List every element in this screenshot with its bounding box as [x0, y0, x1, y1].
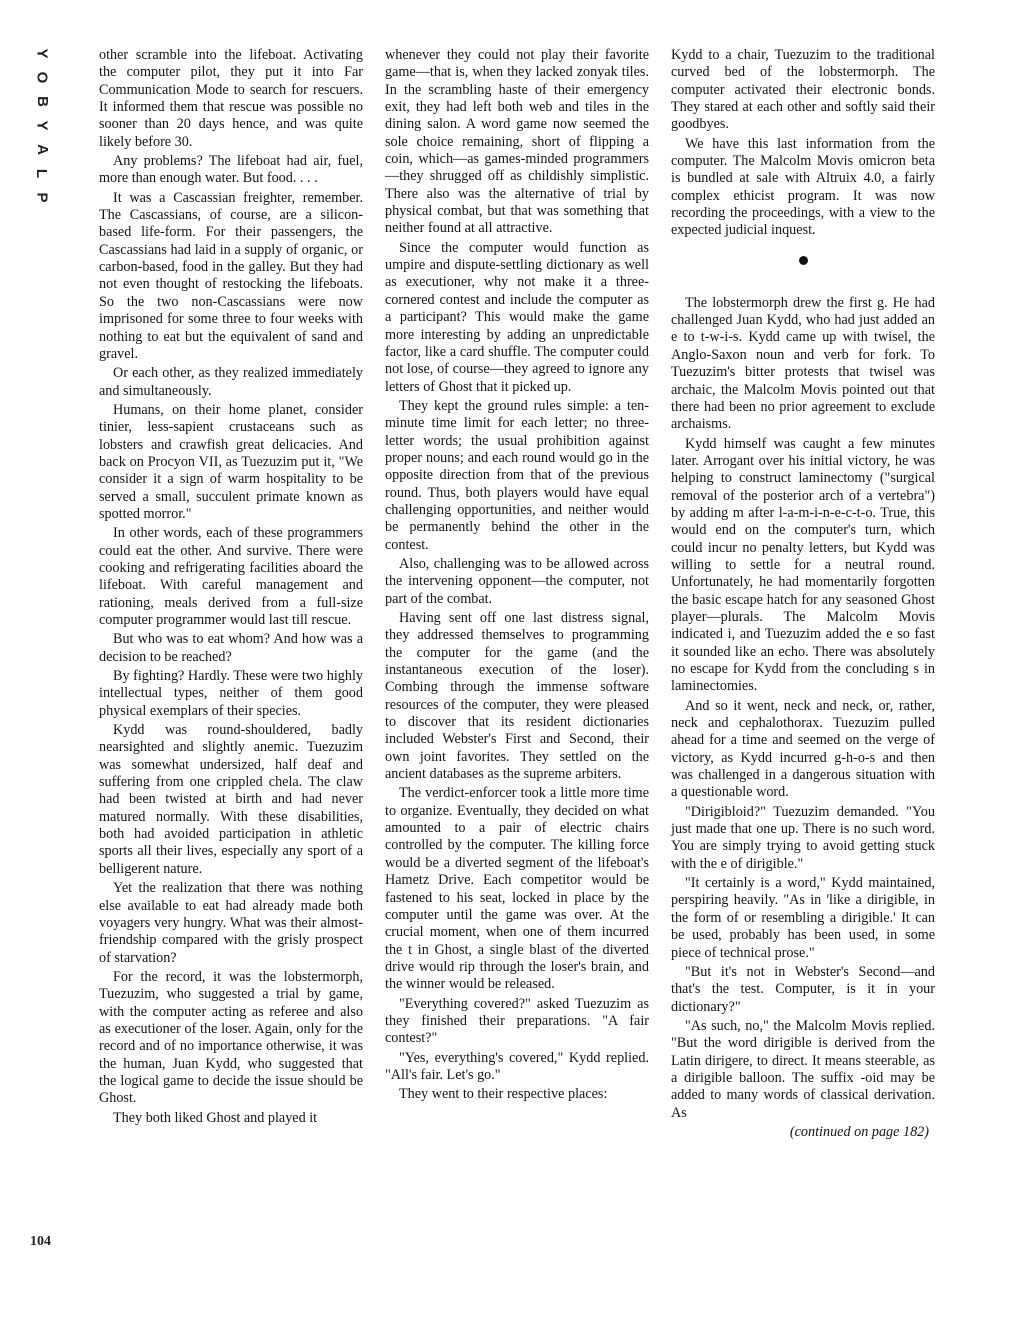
paragraph: Kydd to a chair, Tuezuzim to the traditional curved bed of the lobstermorph. The computer activated their electronic bonds. They stared at each other and softly said their goodbyes.	[671, 47, 935, 133]
paragraph: Since the computer would function as umpire and dispute-settling dictionary as well as executioner, why not make it a three-cornered contest and include the computer as a participant? This would make the game more interesting by adding an unpredictable factor, like a card shuffle. The computer could not lose, of course—they agreed to ignore any letters of Ghost that it picked up.	[385, 239, 649, 395]
paragraph: other scramble into the lifeboat. Activating the computer pilot, they put it into Far Communication Mode to search for rescuers. It informed them that rescue was possible no sooner than 20 days hence, and was quite likely before 30.	[99, 47, 363, 150]
paragraph: "But it's not in Webster's Second—and that's the test. Computer, is it in your dictionary?"	[671, 963, 935, 1015]
masthead-letter: A	[33, 144, 51, 155]
paragraph: "Yes, everything's covered," Kydd replied. "All's fair. Let's go."	[385, 1049, 649, 1083]
paragraph: Yet the realization that there was nothing else available to eat had already made both voyagers very hungry. What was their almost-friendship compared with the grisly prospect of starvation?	[99, 880, 363, 966]
masthead-letter: L	[33, 168, 51, 179]
paragraph: The lobstermorph drew the first g. He had challenged Juan Kydd, who had just added an e to t-w-i-s. Kydd came up with twisel, the Anglo-Saxon noun and verb for fork. To Tuezuzim's bitter protests that twisel was archaic, the Malcolm Movis pointed out that there had been no prior agreement to exclude archaisms.	[671, 294, 935, 433]
paragraph: Any problems? The lifeboat had air, fuel, more than enough water. But food. . . .	[99, 153, 363, 187]
paragraph: "As such, no," the Malcolm Movis replied. "But the word dirigible is derived from the Latin dirigere, to direct. It means steerable, as a dirigible balloon. The suffix -oid may be added to many words of classical derivation. As	[671, 1017, 935, 1121]
paragraph: But who was to eat whom? And how was a decision to be reached?	[99, 631, 363, 665]
paragraph: Also, challenging was to be allowed across the intervening opponent—the computer, not part of the combat.	[385, 555, 649, 607]
column-1	[99, 47, 363, 1129]
paragraph: We have this last information from the computer. The Malcolm Movis omicron beta is bundled at sale with Altruix 4.0, a fairly complex ethicist program. It was now recording the proceedings, with a view to the expected judicial inquest.	[671, 135, 935, 239]
paragraph: And so it went, neck and neck, or, rather, neck and cephalothorax. Tuezuzim pulled ahead for a time and seemed on the verge of victory, as Kydd incurred g-h-o-s and then was challenged in a dangerous situation with a questionable word.	[671, 697, 935, 801]
paragraph: They went to their respective places:	[399, 1086, 608, 1103]
paragraph: "It certainly is a word," Kydd maintained, perspiring heavily. "As in 'like a dirigible, in the form of or resembling a dirigible.' It can be used, probably has been used, in some piece of technical prose."	[671, 875, 935, 961]
paragraph: Kydd was round-shouldered, badly nearsighted and slightly anemic. Tuezuzim was somewhat undersized, half deaf and suffering from one crippled chela. The claw had been twisted at birth and had never matured normally. With these disabilities, both had avoided participation in athletic sports all their lives, especially any sport of a belligerent nature.	[99, 722, 363, 877]
paragraph: In other words, each of these programmers could eat the other. And survive. There were cooking and refrigerating facilities aboard the lifeboat. With careful management and rationing, meals derived from a full-size computer programmer would last till rescue.	[99, 525, 363, 628]
paragraph: "Everything covered?" asked Tuezuzim as they finished their preparations. "A fair contest?"	[385, 995, 649, 1047]
page-number: 104	[30, 1234, 51, 1249]
paragraph: Humans, on their home planet, consider tinier, less-sapient crustaceans such as lobsters and crawfish great delicacies. And back on Procyon VII, as Tuezuzim put it, "We consider it a sign of warm hospitality to be served a small, succulent primate known as spotted morror."	[99, 401, 363, 522]
continued-note: (continued on page 182)	[789, 1123, 929, 1140]
paragraph: The verdict-enforcer took a little more time to organize. Eventually, they decided on what amounted to a pair of electric chairs controlled by the computer. The killing force would be a diverted segment of the lifeboat's Hametz Drive. Each competitor would be fastened to his seat, locked in place by the computer until the game was over. At the crucial moment, when one of them incurred the t in Ghost, a single blast of the diverted drive would rip through the loser's brain, and the winner would be released.	[385, 785, 649, 993]
paragraph: Having sent off one last distress signal, they addressed themselves to programming the computer for the game (and the instantaneous execution of the loser). Combing through the immense software resources of the computer, they were pleased to discover that its resident dictionaries included Webster's First and Second, their own joint favorites. They settled on the ancient databases as the supreme arbiters.	[385, 610, 649, 783]
masthead-letter: B	[33, 96, 51, 107]
paragraph: For the record, it was the lobstermorph, Tuezuzim, who suggested a trial by game, with the computer acting as referee and also as executioner of the loser. Again, only for the record and of no importance otherwise, it was the human, Juan Kydd, who suggested that the logical game to decide the issue should be Ghost.	[99, 968, 363, 1107]
masthead-letter: O	[33, 71, 51, 84]
column-2	[385, 47, 649, 1106]
paragraph: It was a Cascassian freighter, remember. The Cascassians, of course, are a silicon-based life-form. For their passengers, the Cascassians had laid in a supply of organic, or carbon-based, food in the galley. But they had not even thought of restocking the lifeboats. So the two non-Cascassians were now imprisoned for some three to four weeks with nothing to eat but the equivalent of sand and gravel.	[99, 189, 363, 362]
masthead-letter: Y	[33, 120, 51, 131]
masthead-letter: P	[33, 192, 51, 203]
masthead-letter: Y	[33, 48, 51, 59]
paragraph: whenever they could not play their favorite game—that is, when they lacked zonyak tiles. In the scrambling haste of their emergency exit, they had left both web and tiles in the dining salon. A word game now seemed the sole choice remaining, short of flipping a coin, which—as games-minded programmers—they shrugged off as childishly simplistic. There also was the alternative of trial by physical combat, but that was something that neither found at all attractive.	[385, 47, 649, 237]
masthead	[30, 46, 54, 214]
paragraph: They both liked Ghost and played it	[113, 1109, 318, 1126]
paragraph: They kept the ground rules simple: a ten-minute time limit for each letter; no three-letter words; the usual prohibition against proper nouns; and each round would go in the opposite direction from that of the previous round. Thus, both players would have equal challenging opportunities, and neither would be permanently behind the other in the contest.	[385, 397, 649, 553]
paragraph: "Dirigibloid?" Tuezuzim demanded. "You just made that one up. There is no such word. You are simply trying to avoid getting stuck with the e of dirigible."	[671, 803, 935, 872]
paragraph: Or each other, as they realized immediately and simultaneously.	[99, 365, 363, 399]
paragraph: Kydd himself was caught a few minutes later. Arrogant over his initial victory, he was helping to construct laminectomy ("surgical removal of the posterior arch of a vertebra") by adding m after l-a-m-i-n-e-c-t-o. True, this would end on the computer's turn, which could incur no penalty letters, but Kydd was willing to settle for a neutral round. Unfortunately, he had momentarily forgotten the basic escape hatch for any seasoned Ghost player—plurals. The Malcolm Movis indicated i, and Tuezuzim added the e so fast it sounded like an echo. There was absolutely no escape for Kydd from the concluding s in laminectomies.	[671, 435, 935, 695]
paragraph: By fighting? Hardly. These were two highly intellectual types, neither of them good physical exemplars of their species.	[99, 668, 363, 719]
section-break-bullet	[799, 256, 808, 265]
column-3	[671, 47, 935, 1143]
